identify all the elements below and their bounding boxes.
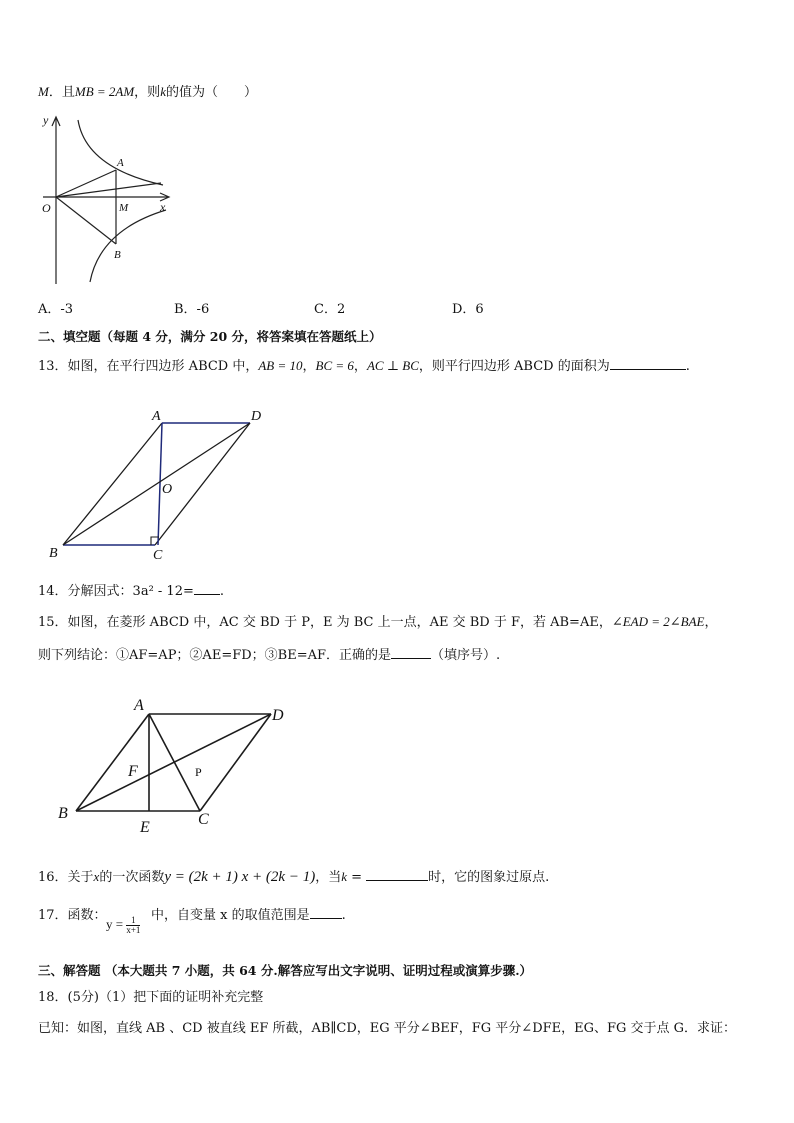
label-D: D: [272, 707, 284, 724]
label-O: O: [162, 482, 173, 497]
q16-eq: =: [347, 870, 367, 885]
label-D: D: [251, 409, 262, 424]
q14-answer-blank: [194, 582, 220, 595]
q12-dot: ．且: [48, 85, 75, 100]
label-B: B: [58, 805, 68, 822]
q15-line-1: [38, 613, 718, 632]
q13-post: ，则平行四边形 ABCD 的面积为: [418, 359, 610, 374]
q14-text: 14．分解因式：3a² - 12=: [38, 584, 194, 599]
q13-parallelogram-figure: [45, 405, 275, 565]
q15-angle-eq: ∠EAD = 2∠BAE: [611, 614, 705, 629]
q16-post: ，当: [315, 870, 342, 885]
q16-mid: 的一次函数: [99, 870, 165, 885]
label-E: E: [140, 819, 150, 836]
q16-tail: 时，它的图象过原点.: [428, 870, 550, 885]
side-BA: [63, 423, 162, 545]
option-c: C．2: [314, 302, 346, 317]
q16-stem: [38, 868, 549, 887]
q12-stem: [38, 83, 257, 102]
q12-rest: ，则: [134, 85, 161, 100]
segment-OB: [56, 197, 116, 244]
section-3-heading: 三、解答题 （本大题共 7 小题，共 64 分.解答应写出文字说明、证明过程或演算步骤.）: [38, 963, 533, 978]
q17-numerator: 1: [126, 916, 140, 926]
q15-line1-end: ，: [704, 615, 718, 630]
q17-y: y =: [106, 916, 124, 932]
q16-pre: 16．关于: [38, 870, 94, 885]
label-A: A: [134, 697, 144, 714]
q13-perp: AC ⊥ BC: [366, 358, 419, 373]
lower-hyperbola: [90, 210, 166, 282]
q15-line2-pre: 则下列结论：①AF=AP；②AE=FD；③BE=AF．正确的是: [38, 648, 391, 663]
q15-line-2: [38, 646, 500, 665]
q17-answer-blank: [310, 906, 342, 919]
side-BA: [76, 714, 149, 811]
label-C: C: [198, 811, 209, 828]
q18-line-2: 已知：如图，直线 AB 、CD 被直线 EF 所截，AB∥CD，EG 平分∠BEF，FG 平分∠DFE，EG、FG 交于点 G．求证：: [38, 1021, 737, 1036]
q17-denominator: x+1: [126, 925, 141, 935]
option-d: D．6: [452, 302, 484, 317]
label-B: B: [114, 249, 121, 261]
q12-k: k: [160, 84, 166, 99]
q17-post: 中，自变量 x 的取值范围是: [151, 908, 310, 923]
option-a: A．-3: [38, 302, 74, 317]
q13-pre: 13．如图，在平行四边形 ABCD 中，: [38, 359, 259, 374]
q12-tail: 的值为（ ）: [165, 85, 257, 100]
side-DC: [200, 714, 271, 811]
q14-stem: [38, 582, 224, 601]
q17-formula: [106, 916, 140, 935]
q13-sep2: ，: [353, 359, 367, 374]
q13-end: .: [685, 359, 690, 374]
q16-k: k: [341, 869, 347, 884]
label-x: x: [160, 200, 166, 214]
label-F: F: [128, 763, 138, 780]
option-b: B．-6: [174, 302, 210, 317]
q13-sep1: ，: [302, 359, 316, 374]
q17-stem-tail: [151, 906, 346, 925]
q16-function: y = (2k + 1) x + (2k − 1): [164, 869, 316, 885]
q12-options: [38, 301, 758, 319]
q17-pre: 17．函数：: [38, 908, 107, 923]
label-B: B: [49, 546, 58, 561]
section-2-heading: 二、填空题（每题 4 分，满分 20 分，将答案填在答题纸上）: [38, 329, 382, 344]
q12-eq: MB = 2AM: [74, 84, 135, 99]
q17-end: .: [341, 908, 346, 923]
q13-stem: [38, 357, 690, 376]
label-C: C: [153, 548, 163, 563]
q15-answer-blank: [391, 646, 431, 659]
q18-line-1: 18．(5分)（1）把下面的证明补充完整: [38, 990, 264, 1005]
diagonal-BD: [63, 423, 250, 545]
q12-hyperbola-graph: [38, 110, 178, 290]
q13-ab: AB = 10: [258, 358, 303, 373]
q14-end: .: [219, 584, 225, 599]
q15-line2-post: （填序号）.: [431, 648, 501, 663]
label-y: y: [43, 113, 49, 127]
q17-stem: [38, 906, 107, 926]
q16-answer-blank: [366, 868, 428, 881]
label-P: P: [195, 765, 202, 779]
q12-M: M: [38, 84, 49, 99]
label-A: A: [152, 409, 161, 424]
q13-answer-blank: [610, 357, 686, 370]
q15-rhombus-figure: [50, 690, 300, 840]
label-A: A: [117, 157, 124, 169]
upper-hyperbola: [78, 120, 163, 185]
q15-line1-pre: 15．如图，在菱形 ABCD 中，AC 交 BD 于 P，E 为 BC 上一点，AE 交 BD 于 F，若 AB=AE，: [38, 615, 612, 630]
diagonal-BD: [76, 714, 271, 811]
q13-bc: BC = 6: [315, 358, 354, 373]
label-M: M: [119, 202, 129, 214]
label-O: O: [42, 201, 51, 215]
q17-fraction: [126, 916, 140, 935]
q16-x: x: [93, 869, 100, 884]
